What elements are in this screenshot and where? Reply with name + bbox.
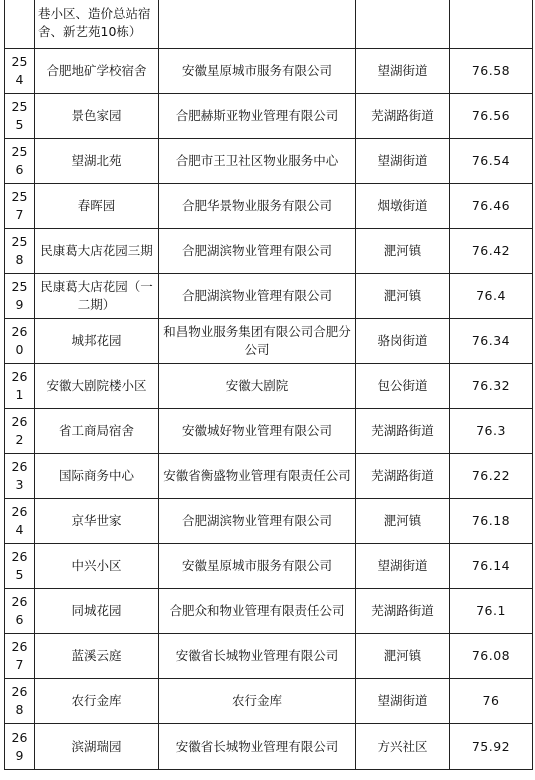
community-name: 京华世家 bbox=[35, 499, 159, 544]
table-row bbox=[5, 454, 533, 499]
community-name: 民康葛大店花园三期 bbox=[35, 229, 159, 274]
community-name: 安徽大剧院楼小区 bbox=[35, 364, 159, 409]
street: 望湖街道 bbox=[356, 49, 450, 94]
property-company bbox=[159, 0, 356, 49]
community-name: 同城花园 bbox=[35, 589, 159, 634]
row-number: 257 bbox=[5, 184, 35, 229]
street: 包公街道 bbox=[356, 364, 450, 409]
street: 淝河镇 bbox=[356, 229, 450, 274]
street: 淝河镇 bbox=[356, 634, 450, 679]
table-row bbox=[5, 184, 533, 229]
table-row bbox=[5, 49, 533, 94]
row-number: 267 bbox=[5, 634, 35, 679]
table-row bbox=[5, 229, 533, 274]
score: 76.14 bbox=[450, 544, 533, 589]
score: 76.4 bbox=[450, 274, 533, 319]
row-number: 254 bbox=[5, 49, 35, 94]
table-row bbox=[5, 319, 533, 364]
score: 76.34 bbox=[450, 319, 533, 364]
row-number: 255 bbox=[5, 94, 35, 139]
score: 75.92 bbox=[450, 724, 533, 770]
property-company: 安徽省长城物业管理有限公司 bbox=[159, 634, 356, 679]
property-company: 安徽星原城市服务有限公司 bbox=[159, 544, 356, 589]
community-name: 滨湖瑞园 bbox=[35, 724, 159, 770]
row-number: 256 bbox=[5, 139, 35, 184]
street bbox=[356, 0, 450, 49]
community-name: 合肥地矿学校宿舍 bbox=[35, 49, 159, 94]
row-number: 264 bbox=[5, 499, 35, 544]
row-number: 259 bbox=[5, 274, 35, 319]
score: 76.3 bbox=[450, 409, 533, 454]
property-company: 合肥湖滨物业管理有限公司 bbox=[159, 229, 356, 274]
property-company: 安徽省长城物业管理有限公司 bbox=[159, 724, 356, 770]
score: 76.56 bbox=[450, 94, 533, 139]
property-score-table bbox=[4, 0, 533, 770]
row-number: 260 bbox=[5, 319, 35, 364]
score: 76.42 bbox=[450, 229, 533, 274]
score: 76.58 bbox=[450, 49, 533, 94]
table-row bbox=[5, 634, 533, 679]
table-row bbox=[5, 409, 533, 454]
row-number: 262 bbox=[5, 409, 35, 454]
property-company: 安徽大剧院 bbox=[159, 364, 356, 409]
row-number: 263 bbox=[5, 454, 35, 499]
street: 淝河镇 bbox=[356, 274, 450, 319]
street: 芜湖路街道 bbox=[356, 589, 450, 634]
row-number: 268 bbox=[5, 679, 35, 724]
score: 76.32 bbox=[450, 364, 533, 409]
table-row bbox=[5, 274, 533, 319]
table-row bbox=[5, 0, 533, 49]
row-number: 258 bbox=[5, 229, 35, 274]
street: 芜湖路街道 bbox=[356, 454, 450, 499]
score: 76.54 bbox=[450, 139, 533, 184]
street: 望湖街道 bbox=[356, 139, 450, 184]
score: 76.18 bbox=[450, 499, 533, 544]
community-name: 民康葛大店花园（一二期） bbox=[35, 274, 159, 319]
property-company: 合肥华景物业服务有限公司 bbox=[159, 184, 356, 229]
community-name: 望湖北苑 bbox=[35, 139, 159, 184]
table-row bbox=[5, 679, 533, 724]
community-name: 中兴小区 bbox=[35, 544, 159, 589]
community-name: 省工商局宿舍 bbox=[35, 409, 159, 454]
row-number: 265 bbox=[5, 544, 35, 589]
street: 方兴社区 bbox=[356, 724, 450, 770]
street: 骆岗街道 bbox=[356, 319, 450, 364]
score: 76.46 bbox=[450, 184, 533, 229]
table-row bbox=[5, 544, 533, 589]
table-row bbox=[5, 499, 533, 544]
street: 望湖街道 bbox=[356, 544, 450, 589]
community-name: 国际商务中心 bbox=[35, 454, 159, 499]
score: 76.08 bbox=[450, 634, 533, 679]
property-company: 安徽星原城市服务有限公司 bbox=[159, 49, 356, 94]
score bbox=[450, 0, 533, 49]
score: 76 bbox=[450, 679, 533, 724]
community-name: 春晖园 bbox=[35, 184, 159, 229]
table-row bbox=[5, 364, 533, 409]
community-name: 农行金库 bbox=[35, 679, 159, 724]
property-company: 安徽省衡盛物业管理有限责任公司 bbox=[159, 454, 356, 499]
street: 芜湖路街道 bbox=[356, 409, 450, 454]
row-number: 269 bbox=[5, 724, 35, 770]
street: 淝河镇 bbox=[356, 499, 450, 544]
property-company: 农行金库 bbox=[159, 679, 356, 724]
table-row bbox=[5, 589, 533, 634]
table-row bbox=[5, 724, 533, 770]
community-name: 城邦花园 bbox=[35, 319, 159, 364]
community-name: 巷小区、造价总站宿舍、新艺苑10栋） bbox=[35, 0, 159, 49]
community-name: 景色家园 bbox=[35, 94, 159, 139]
property-company: 合肥湖滨物业管理有限公司 bbox=[159, 499, 356, 544]
street: 望湖街道 bbox=[356, 679, 450, 724]
score: 76.1 bbox=[450, 589, 533, 634]
row-number: 261 bbox=[5, 364, 35, 409]
property-company: 合肥赫斯亚物业管理有限公司 bbox=[159, 94, 356, 139]
property-company: 安徽城好物业管理有限公司 bbox=[159, 409, 356, 454]
row-number: 266 bbox=[5, 589, 35, 634]
table-row bbox=[5, 139, 533, 184]
community-name: 蓝溪云庭 bbox=[35, 634, 159, 679]
property-company: 和昌物业服务集团有限公司合肥分公司 bbox=[159, 319, 356, 364]
property-company: 合肥市王卫社区物业服务中心 bbox=[159, 139, 356, 184]
street: 烟墩街道 bbox=[356, 184, 450, 229]
score: 76.22 bbox=[450, 454, 533, 499]
property-company: 合肥众和物业管理有限责任公司 bbox=[159, 589, 356, 634]
row-number bbox=[5, 0, 35, 49]
street: 芜湖路街道 bbox=[356, 94, 450, 139]
table-row bbox=[5, 94, 533, 139]
property-company: 合肥湖滨物业管理有限公司 bbox=[159, 274, 356, 319]
